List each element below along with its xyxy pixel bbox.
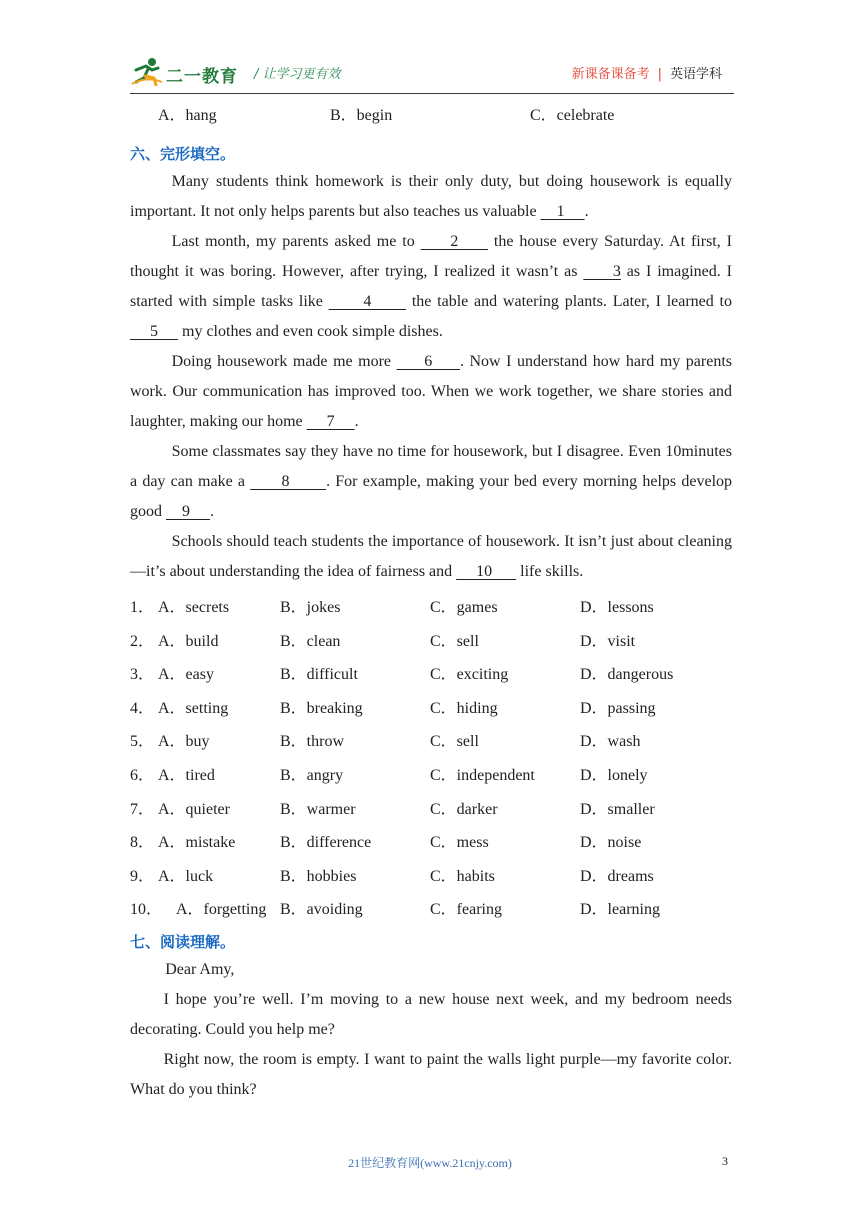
header-right bbox=[572, 63, 722, 82]
blank-10: 10 bbox=[456, 563, 517, 580]
option-c: C．sell bbox=[430, 733, 479, 751]
option-c: C．mess bbox=[430, 834, 489, 852]
text-run: . bbox=[210, 503, 214, 520]
question-row bbox=[130, 591, 732, 625]
q-num-label: 8． bbox=[130, 834, 155, 852]
question-row bbox=[130, 725, 732, 759]
cloze-paragraph-1 bbox=[130, 167, 732, 227]
text-run: . For example, making your bed every morning helps develop good bbox=[130, 473, 733, 520]
option-d: D．dangerous bbox=[580, 666, 674, 684]
option-b: B．angry bbox=[280, 766, 344, 784]
text-run: Many students think homework is their only duty, but doing housework is equally important. It not only helps parents but also teaches us valuable bbox=[130, 173, 732, 220]
q-num-label: 5． bbox=[130, 733, 155, 751]
question-row bbox=[130, 793, 732, 827]
option-a: A．quieter bbox=[158, 800, 230, 818]
option-d: D．wash bbox=[580, 733, 641, 751]
logo bbox=[130, 56, 238, 88]
option-a: A．secrets bbox=[158, 599, 230, 616]
slogan: / 让学习更有效 bbox=[254, 67, 341, 82]
option-b: B．warmer bbox=[280, 800, 356, 818]
option-d: D．visit bbox=[580, 632, 636, 650]
q-num-label: 9． bbox=[130, 867, 155, 885]
option-a: A．tired bbox=[158, 766, 215, 784]
q-num-label: 2． bbox=[130, 632, 155, 650]
cloze-paragraph-4 bbox=[130, 437, 732, 527]
option-d: D．lonely bbox=[580, 766, 648, 784]
option-c: C．independent bbox=[430, 766, 535, 784]
option-b: B．clean bbox=[280, 632, 341, 650]
page-header bbox=[130, 52, 730, 92]
option-a: A．hang bbox=[158, 107, 217, 124]
q-num-label: 6． bbox=[130, 766, 155, 784]
q-num-label: 1． bbox=[130, 599, 155, 616]
letter-paragraph-1: I hope you’re well. I’m moving to a new house next week, and my bedroom needs decorating. Could you help me? bbox=[130, 990, 732, 1038]
section-title-cloze: 六、完形填空。 bbox=[130, 145, 236, 163]
question-row bbox=[130, 826, 732, 860]
text-run: as I imagined. I started with simple tasks like bbox=[130, 263, 733, 310]
option-d: D．learning bbox=[580, 901, 660, 919]
blank-1: 1 bbox=[540, 203, 585, 220]
question-row bbox=[130, 692, 732, 726]
option-d: D．lessons bbox=[580, 599, 654, 616]
cloze-paragraph-3 bbox=[130, 347, 732, 437]
option-a: A．forgetting bbox=[176, 901, 267, 919]
option-c: C．celebrate bbox=[530, 107, 615, 124]
option-c: C．hiding bbox=[430, 699, 498, 717]
blank-8: 8 bbox=[250, 473, 327, 490]
option-c: C．sell bbox=[430, 632, 479, 650]
text-run: . bbox=[584, 203, 589, 220]
cloze-paragraph-5 bbox=[130, 527, 732, 587]
question-row bbox=[130, 658, 732, 692]
previous-question-options bbox=[130, 103, 732, 129]
option-b: B．begin bbox=[330, 107, 393, 124]
q-num-label: 10． bbox=[130, 901, 163, 919]
blank-5: 5 bbox=[130, 323, 178, 340]
text-run: life skills. bbox=[516, 563, 584, 580]
blank-6: 6 bbox=[396, 353, 460, 370]
option-d: D．smaller bbox=[580, 800, 655, 818]
blank-4: 4 bbox=[328, 293, 407, 310]
option-b: B．avoiding bbox=[280, 901, 363, 919]
page-content bbox=[130, 103, 732, 1105]
option-c: C．games bbox=[430, 599, 498, 616]
option-b: B．difficult bbox=[280, 666, 358, 684]
runner-logo-icon bbox=[130, 56, 164, 86]
blank-3: 3 bbox=[583, 263, 621, 280]
option-b: B．breaking bbox=[280, 699, 363, 717]
option-a: A．buy bbox=[158, 733, 210, 751]
question-row bbox=[130, 893, 732, 927]
q-num-label: 3． bbox=[130, 666, 155, 684]
letter-paragraph-2: Right now, the room is empty. I want to paint the walls light purple—my favorite color. What do you think? bbox=[130, 1050, 732, 1098]
option-b: B．jokes bbox=[280, 599, 341, 616]
option-b: B．hobbies bbox=[280, 867, 357, 885]
option-c: C．habits bbox=[430, 867, 495, 885]
text-run: . bbox=[354, 413, 359, 430]
header-divider bbox=[130, 93, 734, 94]
text-run: Some classmates say they have no time for housework, but I disagree. Even 10minutes a day can make a bbox=[130, 443, 732, 490]
header-course-label: 新课备课备考 bbox=[571, 67, 650, 82]
page-number: 3 bbox=[722, 1154, 728, 1168]
option-a: A．easy bbox=[158, 666, 214, 684]
option-a: A．build bbox=[158, 632, 219, 650]
letter-greeting: Dear Amy, bbox=[165, 960, 235, 978]
q-num-label: 4． bbox=[130, 699, 155, 717]
header-subject-label: 英语学科 bbox=[669, 67, 722, 82]
option-c: C．darker bbox=[430, 800, 498, 818]
header-separator: | bbox=[657, 67, 662, 82]
text-run: . Now I understand how hard my parents work. Our communication has improved too. When we work together, we share stories and laughter, making our home bbox=[130, 353, 733, 430]
logo-text: 二一教育 bbox=[166, 67, 238, 87]
option-a: A．setting bbox=[158, 699, 229, 717]
page-footer: 21世纪教育网(www.21cnjy.com) bbox=[348, 1156, 512, 1170]
question-row bbox=[130, 860, 732, 894]
blank-9: 9 bbox=[166, 503, 210, 520]
blank-2: 2 bbox=[420, 233, 488, 250]
blank-7: 7 bbox=[306, 413, 355, 430]
q-num-label: 7． bbox=[130, 800, 155, 818]
option-b: B．throw bbox=[280, 733, 345, 751]
text-run: Last month, my parents asked me to bbox=[171, 233, 421, 250]
option-a: A．mistake bbox=[158, 834, 236, 852]
option-c: C．fearing bbox=[430, 901, 502, 919]
option-a: A．luck bbox=[158, 867, 214, 885]
text-run: the table and watering plants. Later, I learned to bbox=[406, 293, 733, 310]
text-run: my clothes and even cook simple dishes. bbox=[178, 323, 443, 340]
option-d: D．dreams bbox=[580, 867, 654, 885]
question-row bbox=[130, 625, 732, 659]
text-run: Doing housework made me more bbox=[171, 353, 397, 370]
question-row bbox=[130, 759, 732, 793]
option-d: D．passing bbox=[580, 699, 656, 717]
cloze-paragraph-2 bbox=[130, 227, 732, 347]
option-b: B．difference bbox=[280, 834, 372, 852]
text-run: the house every Saturday. At first, I thought it was boring. However, after trying, I realized it wasn’t as bbox=[130, 233, 733, 280]
option-d: D．noise bbox=[580, 834, 642, 852]
cloze-options-list bbox=[130, 591, 732, 927]
section-title-reading: 七、阅读理解。 bbox=[130, 932, 236, 951]
option-c: C．exciting bbox=[430, 666, 509, 684]
text-run: Schools should teach students the importance of housework. It isn’t just about cleaning—it’s about understanding the idea of fairness and bbox=[130, 533, 732, 580]
